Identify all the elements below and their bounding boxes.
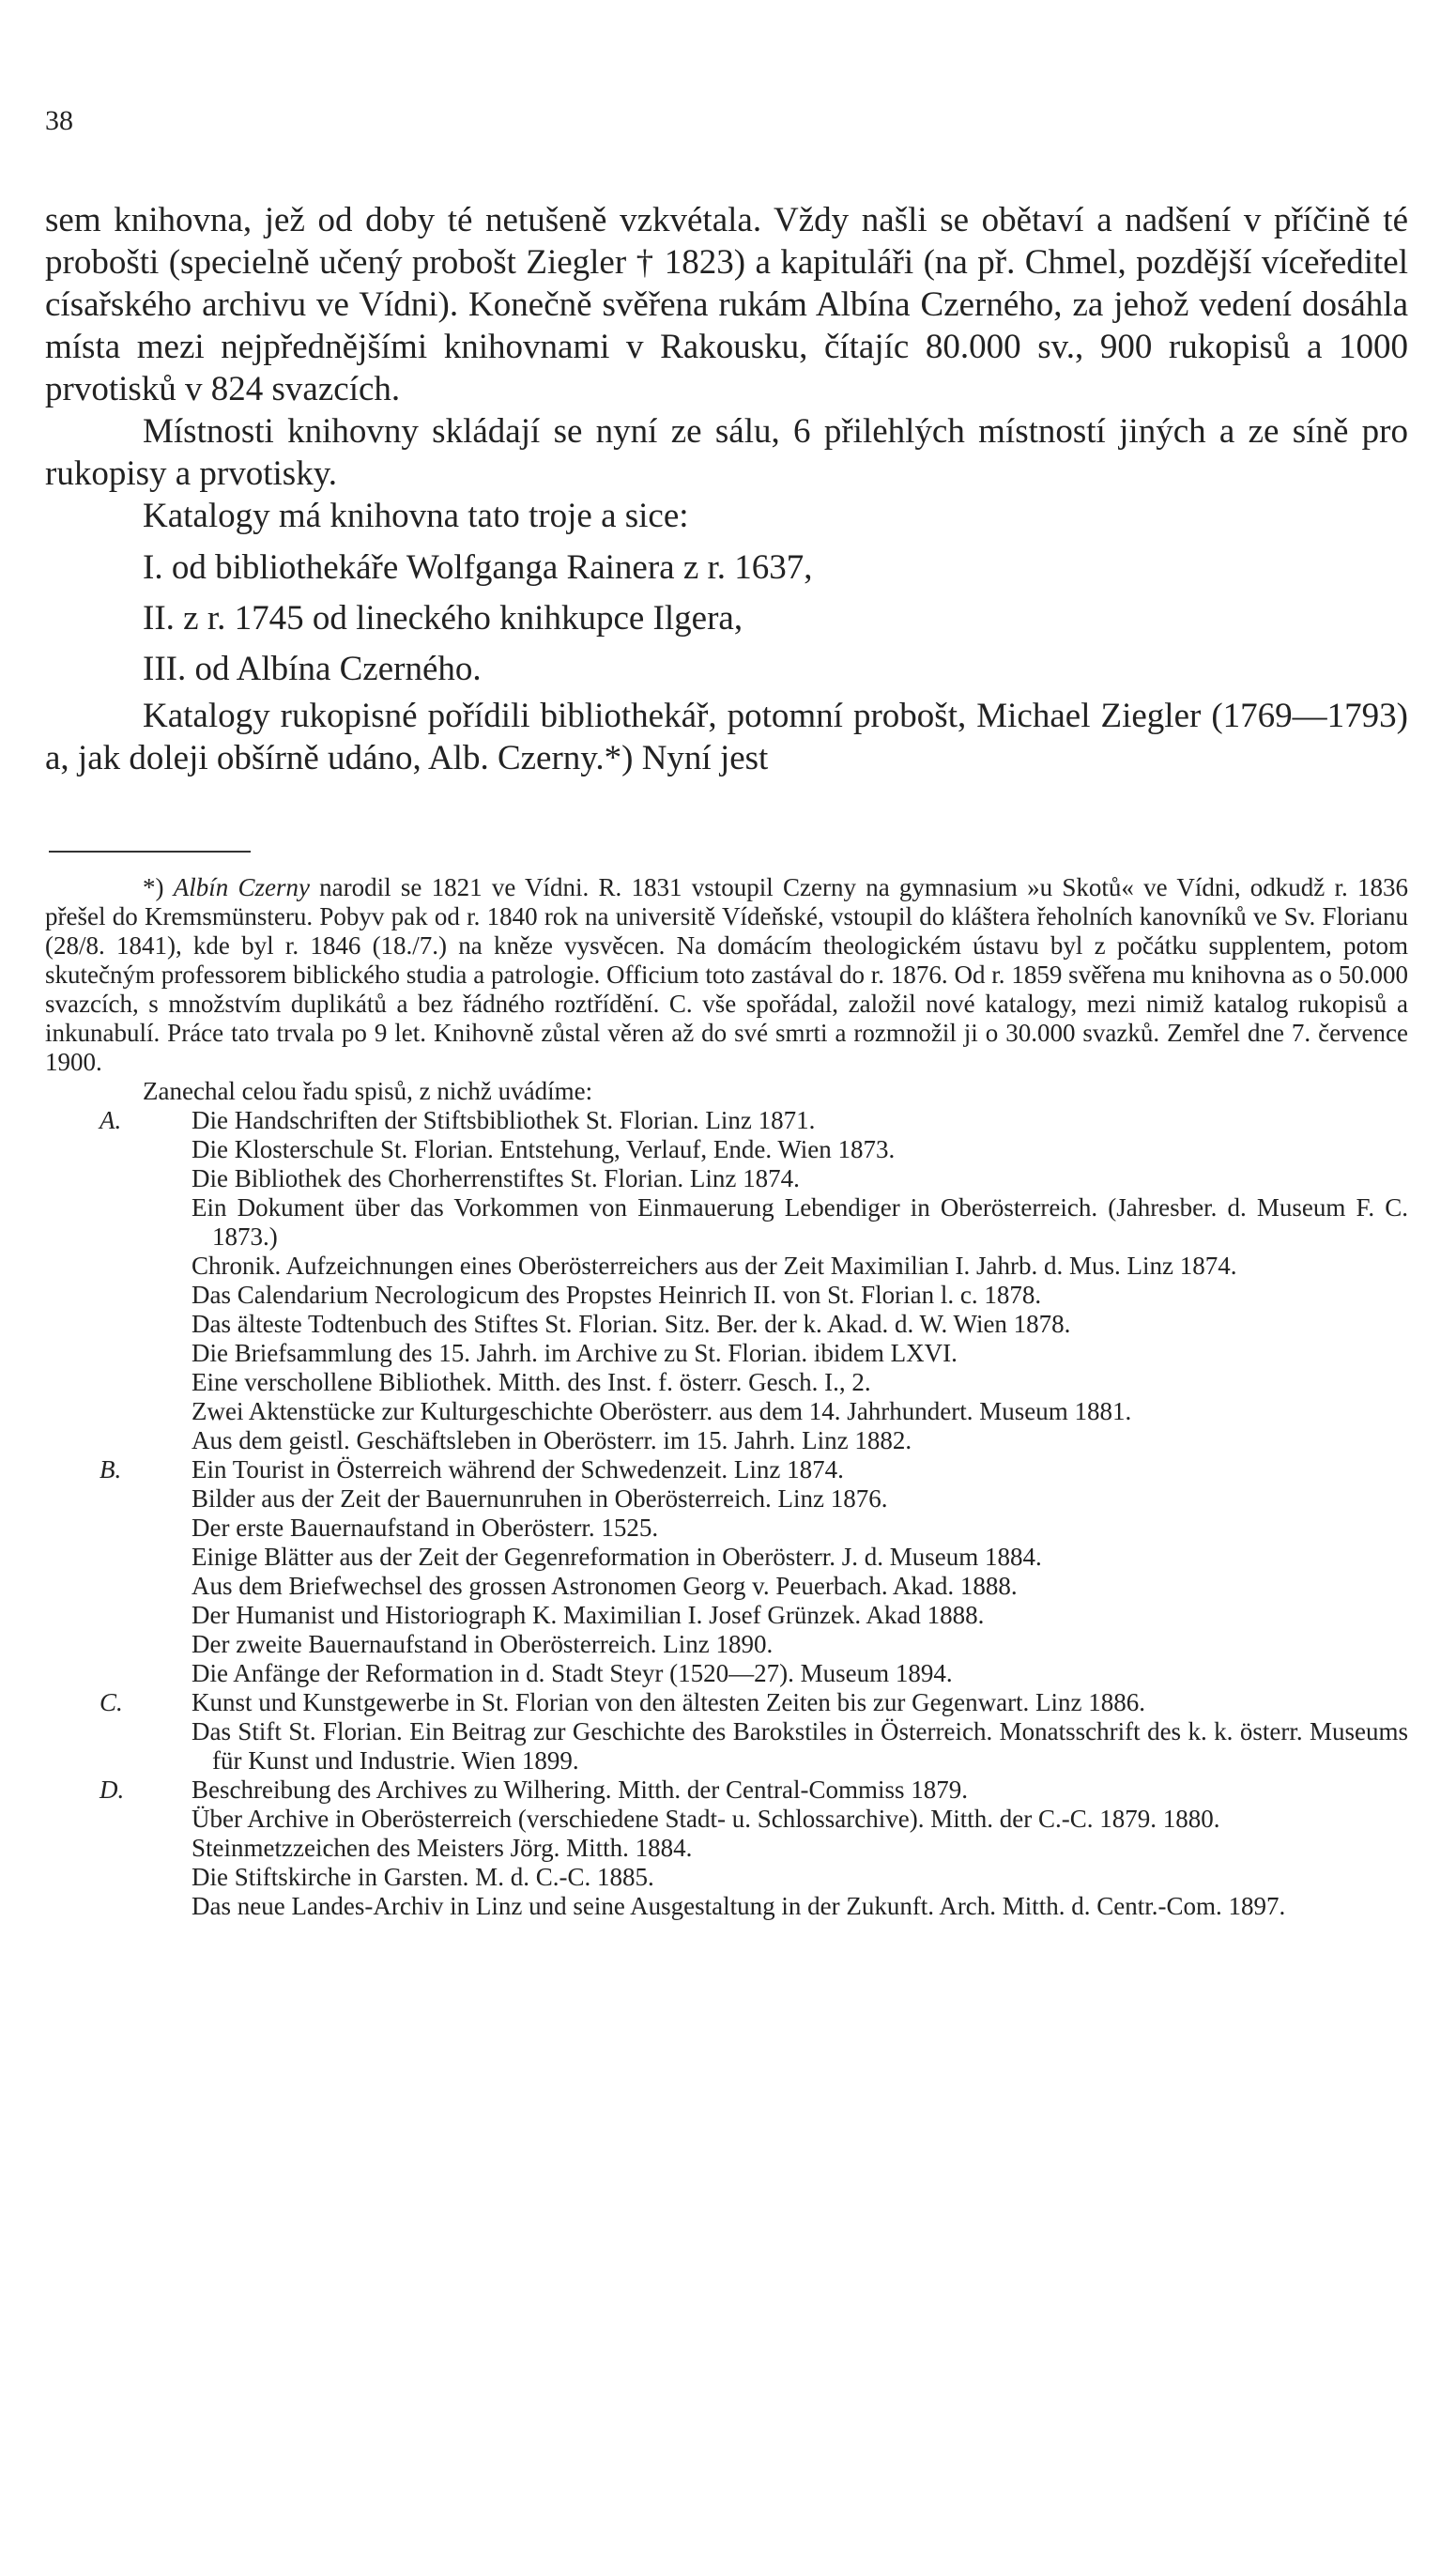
footnote-text: narodil se 1821 ve Vídni. R. 1831 vstoupil Czerny na gymnasium »u Skotů« ve Vídni, odkudž r. 1836 přešel do Kremsmünsteru. Pobyv pak od r. 1840 rok na universitě Vídeňské, vstoupil do kláštera řeholních kanovníků ve Sv. Florianu (28/8. 1841), kde byl r. 1846 (18./7.) na kněze vysvěcen. Na domácím theologickém ústavu byl z počátku supplentem, potom skutečným professorem biblického studia a patrologie. Officium toto zastával do r. 1876. Od r. 1859 svěřena mu knihovna as o 50.000 svazcích, s množstvím duplikátů a bez řádného roztřídění. C. vše spořádal, založil nové katalogy, mezi nimiž katalog rukopisů a inkunabulí. Práce tato trvala po 9 let. Knihovně zůstal věren až do své smrti a rozmnožil ji o 30.000 svazků. Zemřel dne 7. července 1900. (45, 873, 1408, 1076)
work-entry: Das neue Landes-Archiv in Linz und seine Ausgestaltung in der Zukunft. Arch. Mitth. d. Centr.-Com. 1897. (192, 1892, 1286, 1920)
footnote-marker: *) (143, 873, 164, 901)
catalog-item: III. od Albína Czerného. (143, 650, 482, 688)
works-group-c (45, 1688, 1408, 1776)
paragraph-2: Místnosti knihovny skládají se nyní ze sálu, 6 přilehlých místností jiných a ze síně pro rukopisy a prvotisky. (45, 412, 1408, 493)
work-entry: Über Archive in Oberösterreich (verschiedene Stadt- u. Schlossarchive). Mitth. der C.-C. 1879. 1880. (192, 1805, 1220, 1833)
group-letter: B. (100, 1455, 122, 1484)
footnote-name: Albín Czerny (173, 873, 310, 901)
work-entry: Der zweite Bauernaufstand in Oberösterreich. Linz 1890. (192, 1630, 774, 1658)
work-entry: Aus dem Briefwechsel des grossen Astronomen Georg v. Peuerbach. Akad. 1888. (192, 1572, 1018, 1600)
work-entry: Eine verschollene Bibliothek. Mitth. des Inst. f. österr. Gesch. I., 2. (192, 1368, 871, 1396)
work-entry: Aus dem geistl. Geschäftsleben in Oberösterr. im 15. Jahrh. Linz 1882. (192, 1426, 912, 1454)
footnote-body (45, 873, 1408, 1077)
work-entry: Ein Tourist in Österreich während der Schwedenzeit. Linz 1874. (192, 1455, 844, 1484)
paragraph-1: sem knihovna, jež od doby té netušeně vzkvétala. Vždy našli se obětaví a nadšení v příčině té probošti (specielně učený probošt Ziegler † 1823) a kapituláři (na př. Chmel, pozdější víceředitel císařského archivu ve Vídni). Konečně svěřena rukám Albína Czerného, za jehož vedení dosáhla místa mezi nejpřednějšími knihovnami v Rakousku, čítajíc 80.000 sv., 900 rukopisů a 1000 prvotisků v 824 svazcích. (45, 201, 1408, 408)
work-entry: Das älteste Todtenbuch des Stiftes St. Florian. Sitz. Ber. der k. Akad. d. W. Wien 1878. (192, 1310, 1071, 1338)
works-intro: Zanechal celou řadu spisů, z nichž uvádíme: (143, 1077, 593, 1105)
paragraph-3: Katalogy má knihovna tato troje a sice: (143, 497, 689, 535)
group-letter: D. (100, 1776, 125, 1804)
work-entry: Einige Blätter aus der Zeit der Gegenreformation in Oberösterr. J. d. Museum 1884. (192, 1543, 1042, 1571)
work-entry: Die Briefsammlung des 15. Jahrh. im Archive zu St. Florian. ibidem LXVI. (192, 1339, 958, 1367)
work-entry: Ein Dokument über das Vorkommen von Einmauerung Lebendiger in Oberösterreich. (Jahresber. d. Museum F. C. 1873.) (192, 1193, 1408, 1251)
work-entry: Die Bibliothek des Chorherrenstiftes St. Florian. Linz 1874. (192, 1164, 800, 1192)
work-entry: Die Klosterschule St. Florian. Entstehung, Verlauf, Ende. Wien 1873. (192, 1135, 896, 1163)
work-entry: Kunst und Kunstgewerbe in St. Florian von den ältesten Zeiten bis zur Gegenwart. Linz 1886. (192, 1688, 1146, 1716)
work-entry: Der erste Bauernaufstand in Oberösterr. 1525. (192, 1514, 659, 1542)
works-group-a (45, 1106, 1408, 1455)
paragraph-4: Katalogy rukopisné pořídili bibliothekář, potomní probošt, Michael Ziegler (1769—1793) a, jak doleji obšírně udáno, Alb. Czerny.*) Nyní jest (45, 697, 1408, 777)
footnote-divider (49, 851, 251, 853)
work-entry: Die Handschriften der Stiftsbibliothek St. Florian. Linz 1871. (192, 1106, 816, 1134)
catalog-list (45, 543, 1408, 695)
work-entry: Die Stiftskirche in Garsten. M. d. C.-C. 1885. (192, 1863, 654, 1891)
catalog-item: I. od bibliothekáře Wolfganga Rainera z r. 1637, (143, 548, 813, 587)
work-entry: Die Anfänge der Reformation in d. Stadt Steyr (1520—27). Museum 1894. (192, 1659, 953, 1687)
catalog-item: II. z r. 1745 od lineckého knihkupce Ilgera, (143, 599, 743, 638)
work-entry: Bilder aus der Zeit der Bauernunruhen in Oberösterreich. Linz 1876. (192, 1484, 888, 1513)
work-entry: Das Calendarium Necrologicum des Propstes Heinrich II. von St. Florian l. c. 1878. (192, 1281, 1042, 1309)
work-entry: Zwei Aktenstücke zur Kulturgeschichte Oberösterr. aus dem 14. Jahrhundert. Museum 1881. (192, 1397, 1132, 1425)
group-letter: A. (100, 1106, 122, 1134)
main-text (45, 199, 1408, 779)
work-entry: Steinmetzzeichen des Meisters Jörg. Mitth. 1884. (192, 1834, 693, 1862)
works-group-b (45, 1455, 1408, 1688)
work-entry: Beschreibung des Archives zu Wilhering. Mitth. der Central-Commiss 1879. (192, 1776, 969, 1804)
group-letter: C. (100, 1688, 123, 1716)
works-group-d (45, 1776, 1408, 1921)
work-entry: Chronik. Aufzeichnungen eines Oberösterreichers aus der Zeit Maximilian I. Jahrb. d. Mus. Linz 1874. (192, 1252, 1237, 1280)
footnote (45, 873, 1408, 1921)
work-entry: Das Stift St. Florian. Ein Beitrag zur Geschichte des Barokstiles in Österreich. Monatsschrift des k. k. österr. Museums für Kunst und Industrie. Wien 1899. (192, 1717, 1408, 1775)
work-entry: Der Humanist und Historiograph K. Maximilian I. Josef Grünzek. Akad 1888. (192, 1601, 985, 1629)
works-list (45, 1106, 1408, 1921)
page-number: 38 (45, 105, 73, 136)
